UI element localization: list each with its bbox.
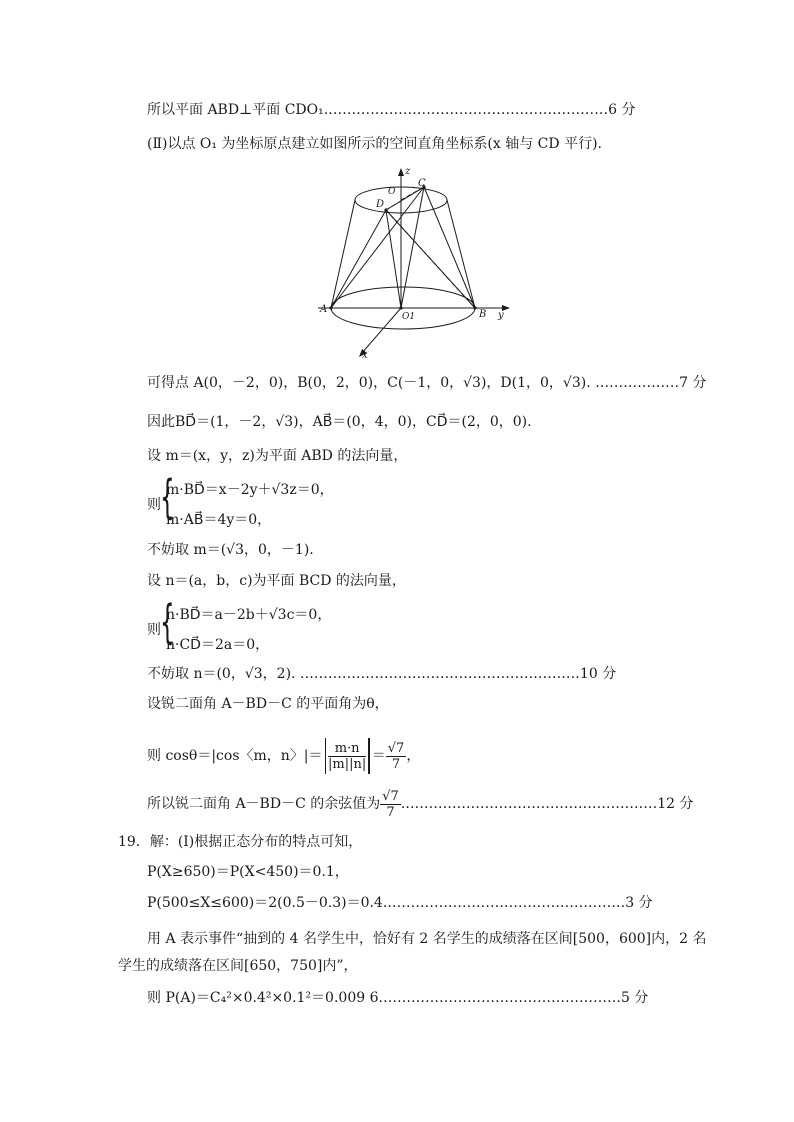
system-n-prefix: 则 (147, 622, 161, 638)
fraction-cosine-numerator: √7 (382, 788, 399, 804)
x-axis (361, 308, 401, 354)
normal-vector-m-def: 设 m＝(x，y，z)为平面 ABD 的法向量， (147, 448, 408, 464)
segment-BC (424, 187, 475, 308)
cos-theta-prefix: 则 cosθ＝|cos〈m，n〉|＝ (147, 748, 323, 764)
label-O: O (388, 187, 396, 197)
event-a-definition: 用 A 表示事件“抽到的 4 名学生中，恰好有 2 名学生的成绩落在区间[500，600]内，2 名 (147, 931, 707, 947)
choose-m: 不妨取 m＝(√3，0，－1). (147, 542, 314, 558)
normal-vector-n-def: 设 n＝(a，b，c)为平面 BCD 的法向量， (147, 573, 406, 589)
fraction-mn-denominator: |m||n| (328, 756, 367, 772)
system-m-eq1: m·BD⃗＝x－2y＋√3z＝0， (166, 482, 334, 498)
label-O1: O1 (402, 312, 416, 322)
system-n-eq2: n·CD⃗＝2a＝0， (166, 637, 270, 653)
label-B: B (479, 309, 487, 320)
system-m-eq2: m·AB⃗＝4y＝0， (166, 512, 272, 528)
fraction-result-denominator: 7 (391, 756, 401, 772)
abs-bar-left (325, 738, 327, 774)
system-m-prefix: 则 (147, 497, 161, 513)
conclusion-plane-perpendicular: 所以平面 ABD⊥平面 CDO₁.……………………………………………………6 分 (147, 102, 636, 118)
cosine-value-prefix: 所以锐二面角 A－BD－C 的余弦值为 (147, 796, 381, 812)
fraction-mn-numerator: m·n (328, 741, 366, 757)
cosine-value-conclusion (147, 788, 694, 820)
cos-theta-equals: ＝ (371, 748, 386, 764)
vectors-line: 因此BD⃗＝(1，－2，√3)，AB⃗＝(0，4，0)，CD⃗＝(2，0，0). (147, 414, 532, 430)
cos-theta-formula (147, 736, 420, 776)
fraction-cosine (380, 789, 401, 820)
fraction-result (386, 741, 407, 772)
fraction-result-numerator: √7 (387, 740, 405, 756)
label-A: A (320, 304, 328, 315)
cosine-value-dots: .………………………………………………12 分 (400, 796, 694, 812)
label-z: z (405, 166, 411, 177)
frustum-coordinate-figure (318, 164, 514, 360)
label-C: C (418, 178, 426, 189)
points-coordinates: 可得点 A(0，－2，0)，B(0，2，0)，C(－1，0，√3)，D(1，0，√3). ………………7 分 (147, 375, 707, 391)
system-n-brace: { (160, 595, 175, 649)
fraction-cosine-denominator: 7 (386, 804, 395, 820)
segment-AD (331, 210, 386, 308)
fraction-mn (328, 741, 366, 772)
cos-theta-end: ， (406, 748, 421, 764)
probability-tail: P(X≥650)＝P(X<450)＝0.1， (147, 864, 349, 880)
probability-interval: P(500≤X≤600)＝2(0.5－0.3)＝0.4.……………………………………………3 分 (147, 895, 653, 911)
coordinate-system-setup: (Ⅱ)以点 O₁ 为坐标原点建立如图所示的空间直角坐标系(x 轴与 CD 平行). (147, 136, 602, 152)
label-x: x (362, 350, 368, 360)
dihedral-angle-def: 设锐二面角 A－BD－C 的平面角为θ， (147, 696, 389, 712)
system-m-brace: { (160, 470, 175, 524)
problem-19-heading: 19．解：(Ⅰ)根据正态分布的特点可知， (118, 834, 363, 850)
label-D: D (376, 199, 385, 210)
event-a-definition-cont: 学生的成绩落在区间[650，750]内”， (118, 958, 358, 974)
system-n-eq1: n·BD⃗＝a－2b＋√3c＝0， (166, 607, 332, 623)
probability-of-a: 则 P(A)＝C₄²×0.4²×0.1²＝0.009 6.……………………………………………5 分 (147, 990, 649, 1006)
right-generator (447, 200, 475, 308)
z-arrow-icon (398, 168, 404, 176)
label-y: y (498, 310, 504, 321)
choose-n: 不妨取 n＝(0，√3，2). ……………………………………………………10 分 (147, 666, 617, 682)
abs-bar-right (368, 738, 370, 774)
